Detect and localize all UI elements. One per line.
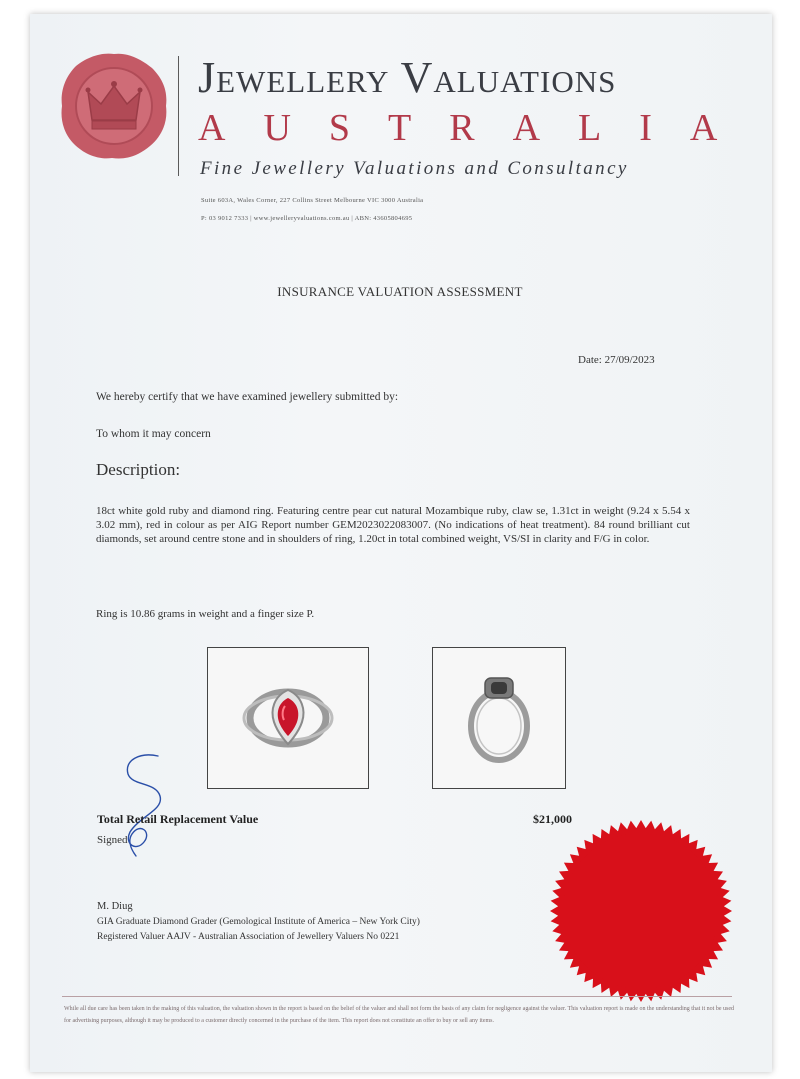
valuer-name: M. Diug [97,901,133,912]
submitter: To whom it may concern [96,428,211,440]
contact-line: P: 03 9012 7333 | www.jewelleryvaluations.com.au | ABN: 43605804695 [201,215,413,222]
ring-weight-size: Ring is 10.86 grams in weight and a finger size P. [96,608,315,620]
ring-photo-side [432,647,566,789]
document-heading: INSURANCE VALUATION ASSESSMENT [277,284,523,299]
footer-disclaimer: While all due care has been taken in the making of this valuation, the valuation shown in the report is based on the belief of the valuer and shall not form the basis of any claim for negligence against the valuer. This valuation report is made on the understanding that it not be used for advertising purposes, although it may be produced to a customer directly concerned in the purchase of the item. This report does not constitute an offer to buy or sell any items. [64,1006,734,1024]
ring-side-image [433,648,565,788]
red-foil-seal-icon [548,818,734,1004]
brand-tagline: Fine Jewellery Valuations and Consultancy [200,158,629,179]
crown-wax-seal-icon [58,50,170,162]
ring-photo-front [207,647,369,789]
footer-divider [62,996,732,997]
description-label: Description: [96,460,181,479]
brand-title: Jewellery Valuations [198,53,617,102]
valuer-credential-aajv: Registered Valuer AAJV - Australian Association of Jewellery Valuers No 0221 [97,932,400,942]
address-line: Suite 603A, Wales Corner, 227 Collins Street Melbourne VIC 3000 Australia [201,197,424,204]
total-value-amount: $21,000 [533,812,572,826]
brand-country: AUSTRALIA [198,107,756,149]
valuer-credential-gia: GIA Graduate Diamond Grader (Gemological Institute of America – New York City) [97,917,420,927]
brand-divider [178,56,179,176]
total-value-label: Total Retail Replacement Value [97,812,259,826]
signed-label: Signed [97,834,128,846]
description-text: 18ct white gold ruby and diamond ring. Featuring centre pear cut natural Mozambique ruby, claw se, 1.31ct in weight (9.24 x 5.54 x 3.02 mm), red in colour as per AIG Report number GEM2023022083007. (No indications of heat treatment). 84 round brilliant cut diamonds, set around centre stone and in shoulders of ring, 1.20ct in total combined weight, VS/SI in clarity and F/G in color. [96,505,690,545]
certify-statement: We hereby certify that we have examined jewellery submitted by: [96,391,399,403]
ring-front-image [208,648,368,788]
document-date: Date: 27/09/2023 [578,354,655,366]
